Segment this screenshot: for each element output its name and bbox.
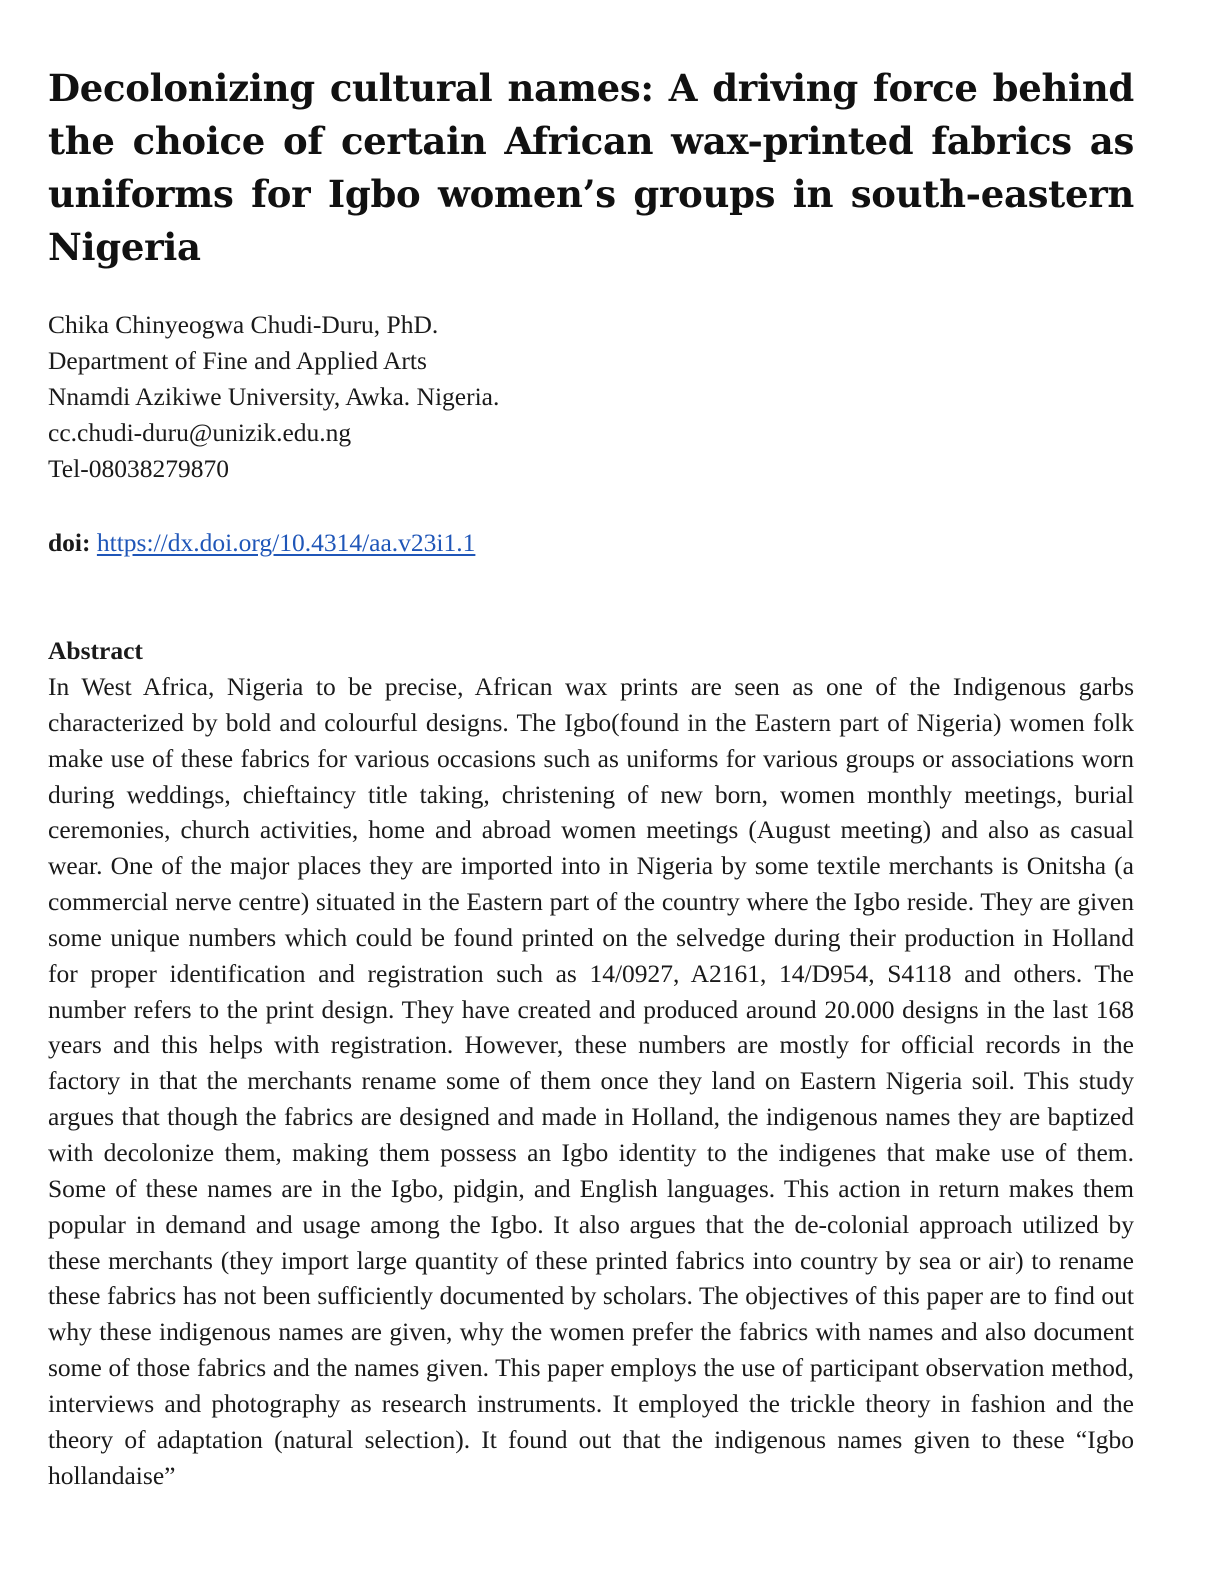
abstract-heading: Abstract: [48, 636, 143, 665]
paper-title: Decolonizing cultural names: A driving force behind the choice of certain African wax-printed fabrics as uniforms for Igbo women’s groups in south-eastern Nigeria: [48, 66, 1134, 269]
doi-line: [48, 525, 1134, 561]
author-block: [48, 307, 1134, 487]
author-email: cc.chudi-duru@unizik.edu.ng: [48, 418, 352, 447]
abstract-body: In West Africa, Nigeria to be precise, African wax prints are seen as one of the Indigenous garbs characterized by bold and colourful designs. The Igbo(found in the Eastern part of Nigeria) women folk make use of these fabrics for various occasions such as uniforms for various groups or associations worn during weddings, chieftaincy title taking, christening of new born, women monthly meetings, burial ceremonies, church activities, home and abroad women meetings (August meeting) and also as casual wear. One of the major places they are imported into in Nigeria by some textile merchants is Onitsha (a commercial nerve centre) situated in the Eastern part of the country where the Igbo reside. They are given some unique numbers which could be found printed on the selvedge during their production in Holland for proper identification and registration such as 14/0927, A2161, 14/D954, S4118 and others. The number refers to the print design. They have created and produced around 20.000 designs in the last 168 years and this helps with registration. However, these numbers are mostly for official records in the factory in that the merchants rename some of them once they land on Eastern Nigeria soil. This study argues that though the fabrics are designed and made in Holland, the indigenous names they are baptized with decolonize them, making them possess an Igbo identity to the indigenes that make use of them. Some of these names are in the Igbo, pidgin, and English languages. This action in return makes them popular in demand and usage among the Igbo. It also argues that the de-colonial approach utilized by these merchants (they import large quantity of these printed fabrics into country by sea or air) to rename these fabrics has not been sufficiently documented by scholars. The objectives of this paper are to find out why these indigenous names are given, why the women prefer the fabrics with names and also document some of those fabrics and the names given. This paper employs the use of participant observation method, interviews and photography as research instruments. It employed the trickle theory in fashion and the theory of adaptation (natural selection). It found out that the indigenous names given to these “Igbo hollandaise”: [48, 672, 1134, 1490]
author-name: Chika Chinyeogwa Chudi-Duru, PhD.: [48, 310, 439, 339]
author-institution: Nnamdi Azikiwe University, Awka. Nigeria.: [48, 382, 500, 411]
doi-label: doi:: [48, 528, 91, 557]
author-phone: Tel-08038279870: [48, 454, 229, 483]
doi-link[interactable]: https://dx.doi.org/10.4314/aa.v23i1.1: [96, 528, 476, 557]
author-department: Department of Fine and Applied Arts: [48, 346, 427, 375]
paper-page: [48, 62, 1134, 1493]
